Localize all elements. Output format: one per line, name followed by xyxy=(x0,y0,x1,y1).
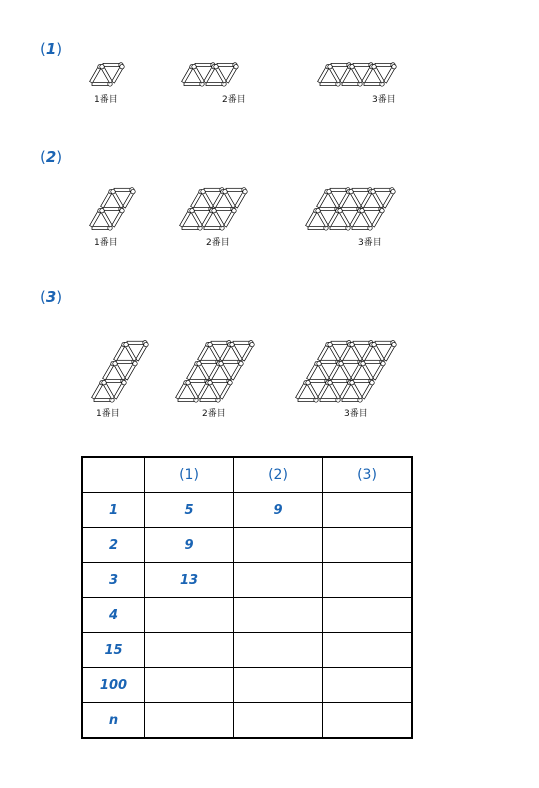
table-row xyxy=(82,668,412,703)
answer-cell[interactable]: 13 xyxy=(145,563,234,598)
table-row xyxy=(82,598,412,633)
caption-2-3: 3番目 xyxy=(358,238,382,248)
row-n-cell: 2 xyxy=(82,528,145,563)
answer-cell[interactable] xyxy=(234,563,323,598)
answer-cell[interactable] xyxy=(145,703,234,739)
answer-cell[interactable] xyxy=(323,668,413,703)
answer-cell[interactable]: 9 xyxy=(234,493,323,528)
answer-table xyxy=(81,456,413,739)
section-number: 3 xyxy=(45,288,57,306)
row-n-cell: 100 xyxy=(82,668,145,703)
section-number: 1 xyxy=(45,40,57,58)
caption-3-2: 2番目 xyxy=(202,409,226,419)
table-row xyxy=(82,703,412,739)
row-n-cell: 15 xyxy=(82,633,145,668)
row-n-cell: 3 xyxy=(82,563,145,598)
caption-1-2: 2番目 xyxy=(222,95,246,105)
header-cell-3: (3) xyxy=(323,457,413,493)
section-label-2: (2) xyxy=(40,148,63,166)
table-header-row xyxy=(82,457,412,493)
answer-cell[interactable] xyxy=(145,668,234,703)
answer-cell[interactable] xyxy=(145,633,234,668)
caption-2-2: 2番目 xyxy=(206,238,230,248)
table-row xyxy=(82,633,412,668)
answer-cell[interactable]: 5 xyxy=(145,493,234,528)
caption-1-1: 1番目 xyxy=(94,95,118,105)
answer-cell[interactable] xyxy=(323,528,413,563)
row-n-cell: 1 xyxy=(82,493,145,528)
table-row xyxy=(82,493,412,528)
caption-1-3: 3番目 xyxy=(372,95,396,105)
answer-cell[interactable] xyxy=(323,633,413,668)
answer-cell[interactable] xyxy=(323,598,413,633)
header-cell-blank xyxy=(82,457,145,493)
header-cell-2: (2) xyxy=(234,457,323,493)
answer-cell[interactable] xyxy=(234,703,323,739)
table-row xyxy=(82,563,412,598)
answer-cell[interactable] xyxy=(234,668,323,703)
answer-cell[interactable]: 9 xyxy=(145,528,234,563)
answer-cell[interactable] xyxy=(323,493,413,528)
section-label-3: (3) xyxy=(40,288,63,306)
answer-cell[interactable] xyxy=(323,563,413,598)
row-n-cell: 4 xyxy=(82,598,145,633)
table-row xyxy=(82,528,412,563)
caption-2-1: 1番目 xyxy=(94,238,118,248)
answer-cell[interactable] xyxy=(234,598,323,633)
answer-cell[interactable] xyxy=(234,633,323,668)
caption-3-1: 1番目 xyxy=(96,409,120,419)
row-n-cell: n xyxy=(82,703,145,739)
answer-cell[interactable] xyxy=(234,528,323,563)
header-cell-1: (1) xyxy=(145,457,234,493)
section-number: 2 xyxy=(45,148,57,166)
answer-cell[interactable] xyxy=(323,703,413,739)
caption-3-3: 3番目 xyxy=(344,409,368,419)
answer-cell[interactable] xyxy=(145,598,234,633)
section-label-1: (1) xyxy=(40,40,63,58)
